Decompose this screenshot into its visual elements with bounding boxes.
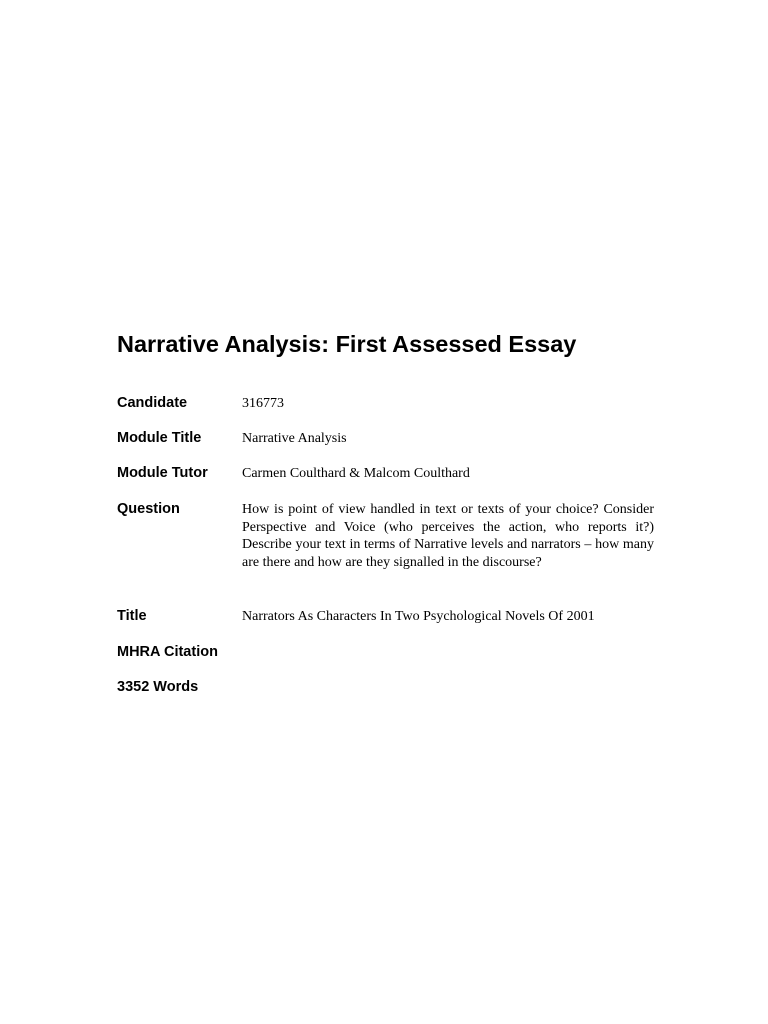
document-title: Narrative Analysis: First Assessed Essay [117, 331, 577, 357]
module-title-value: Narrative Analysis [242, 431, 347, 446]
module-title-label: Module Title [117, 430, 202, 446]
question-label: Question [117, 501, 180, 517]
essay-title-label: Title [117, 608, 147, 624]
word-count-label: 3352 Words [117, 679, 199, 695]
module-tutor-value: Carmen Coulthard & Malcom Coulthard [242, 466, 470, 481]
candidate-value: 316773 [242, 396, 284, 411]
candidate-label: Candidate [117, 395, 188, 411]
essay-title-value: Narrators As Characters In Two Psychological Novels Of 2001 [242, 609, 595, 624]
module-tutor-label: Module Tutor [117, 465, 208, 481]
question-value: How is point of view handled in text or texts of your choice? Consider Perspective and Voice (who perceives the action, who reports it?) Describe your text in terms of Narrative levels and narrators – how many are there and how are they signalled in the discourse? [242, 502, 654, 571]
mhra-citation-label: MHRA Citation [117, 644, 218, 660]
